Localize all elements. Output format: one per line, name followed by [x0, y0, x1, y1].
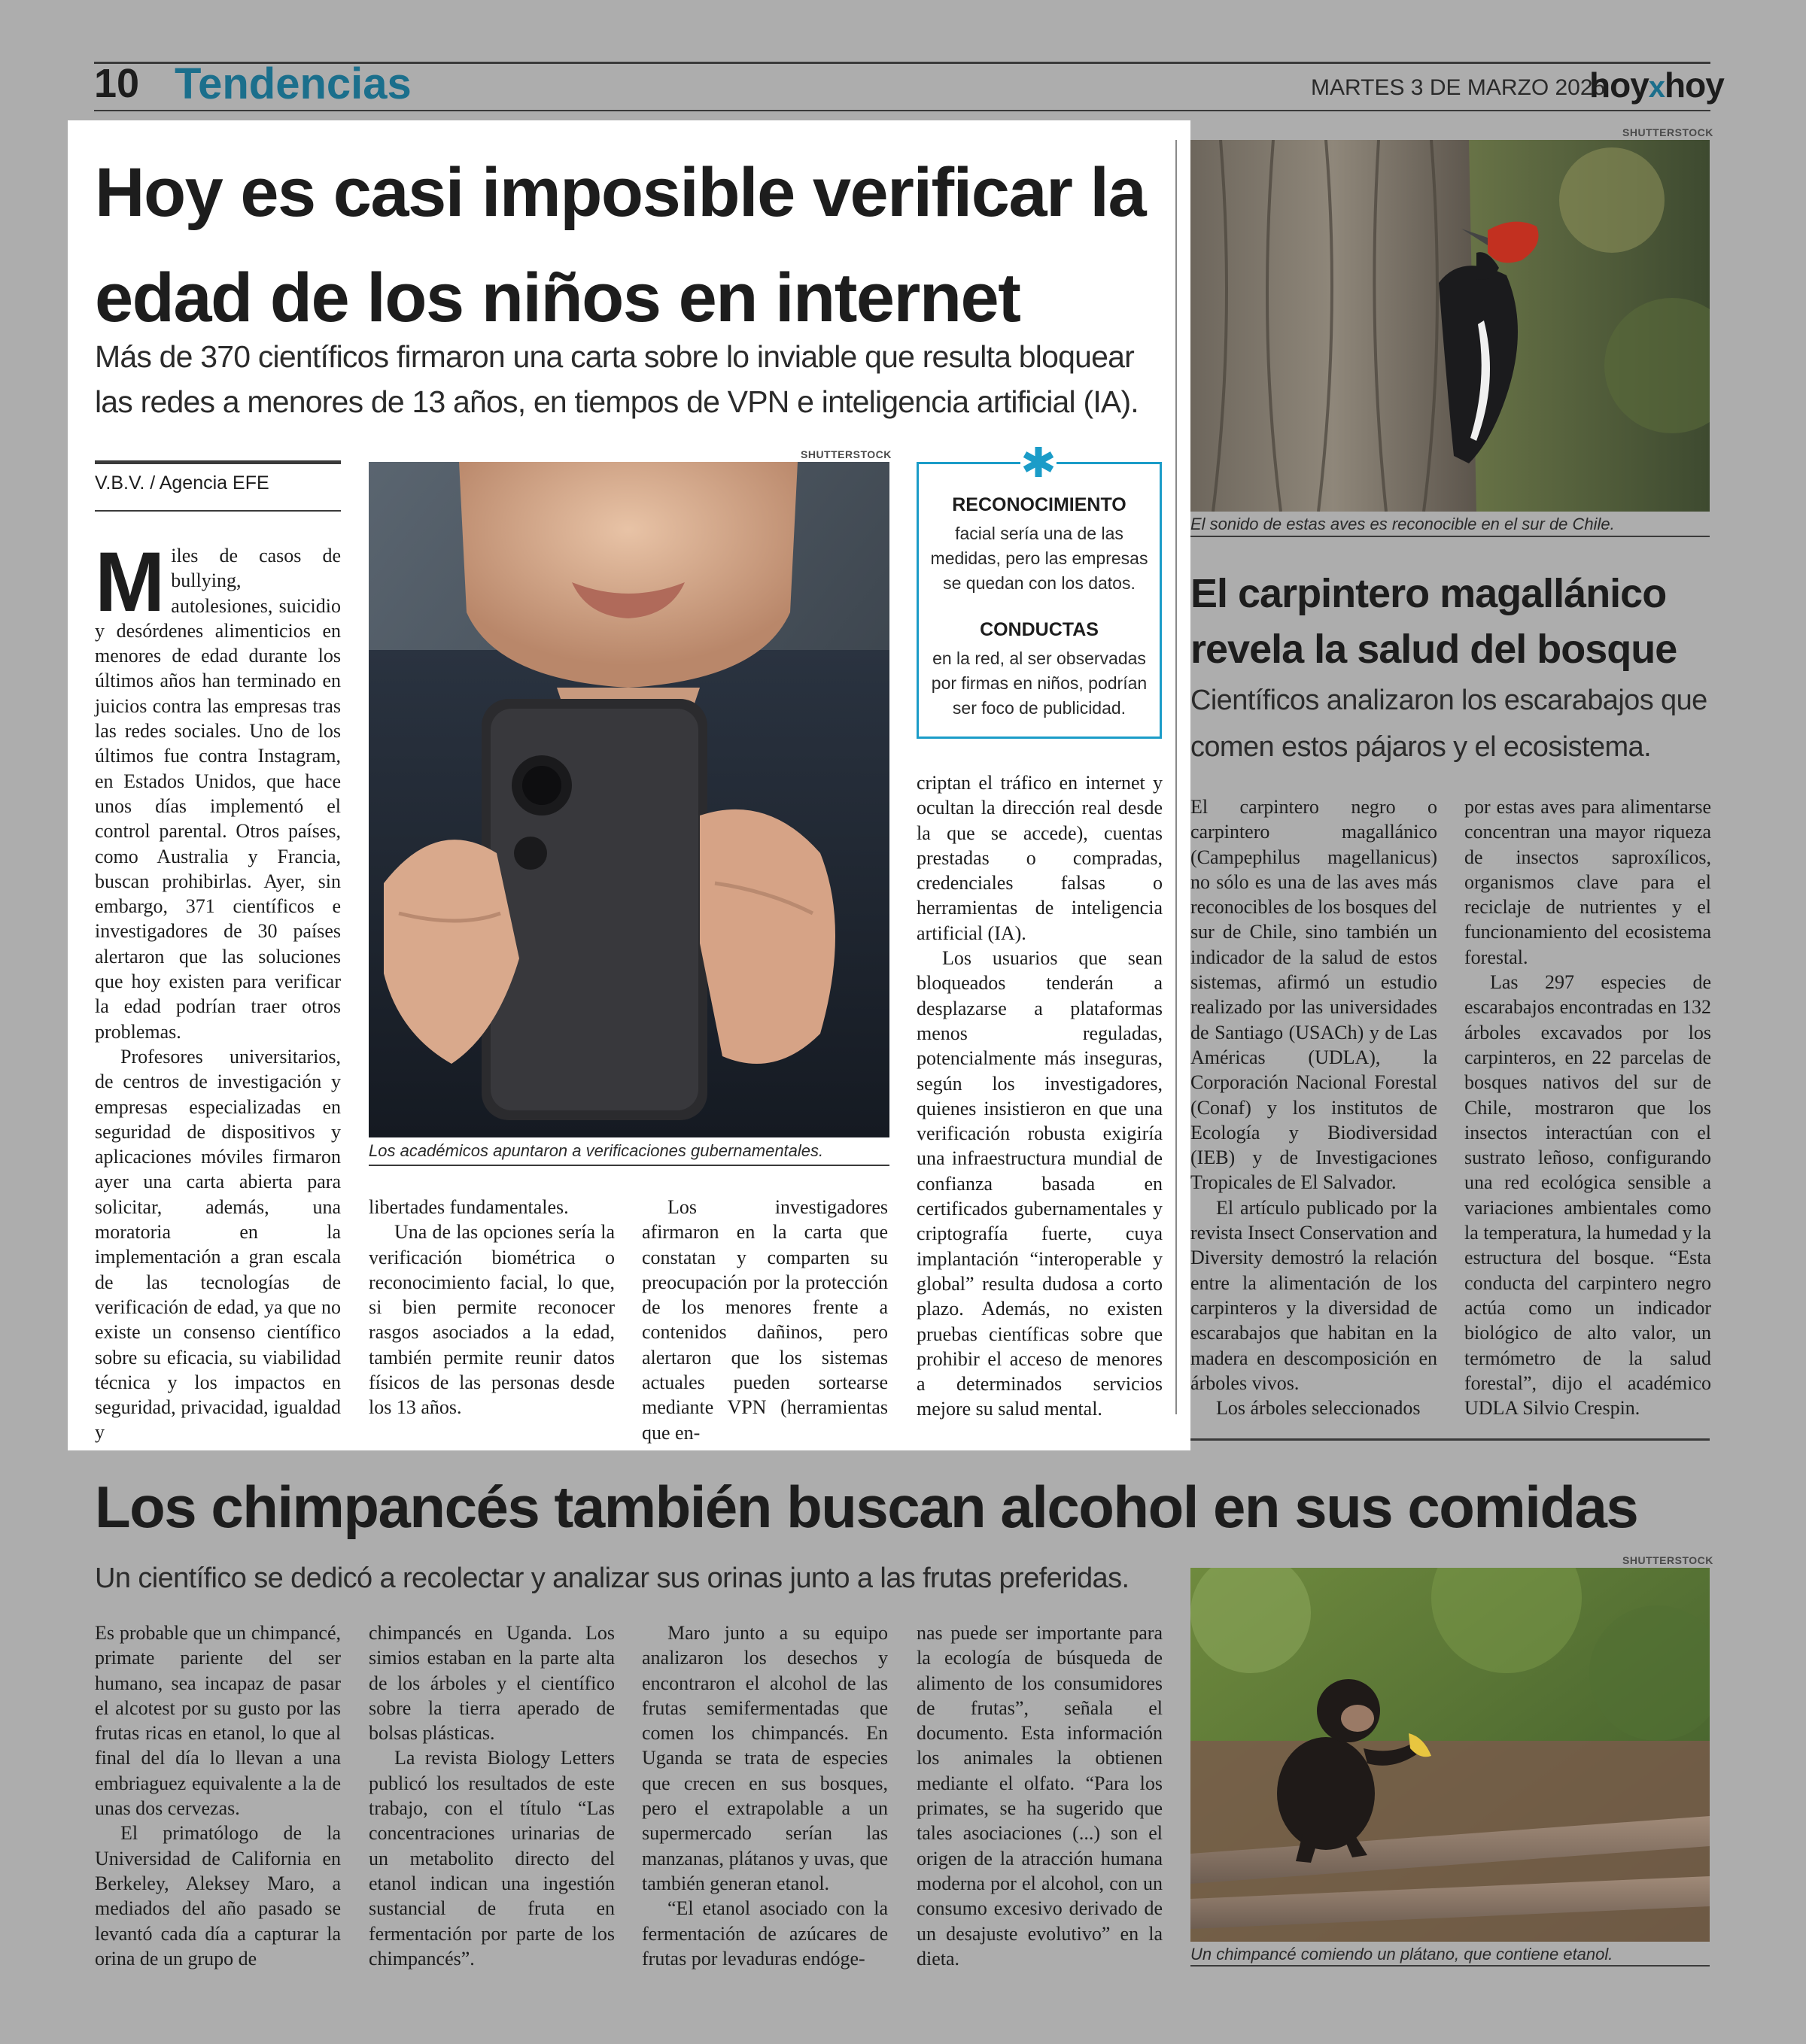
- chimp-article-col3: [642, 1620, 888, 1971]
- column-divider: [1175, 140, 1177, 1414]
- sidebar-title-2: CONDUCTAS: [980, 619, 1099, 640]
- brand-logo-part2: hoy: [1665, 65, 1724, 105]
- drop-cap: M: [95, 535, 166, 629]
- main-photo-child-with-phone: [369, 462, 889, 1137]
- main-photo-caption: Los académicos apuntaron a verificaciones gubernamentales.: [369, 1141, 824, 1160]
- page-number: 10: [94, 61, 140, 106]
- bird-col2-p1: por estas aves para alimentarse concentran una mayor riqueza de insectos saproxílicos, organismos clave para el reciclaje de nutrientes y el funcionamiento del ecosistema forestal.: [1464, 796, 1711, 968]
- byline: V.B.V. / Agencia EFE: [95, 472, 269, 494]
- header-bottom-rule: [94, 110, 1710, 111]
- byline-bottom-rule: [95, 510, 341, 512]
- chimp-photo-credit: SHUTTERSTOCK: [1622, 1554, 1713, 1566]
- sidebar-title-1: RECONOCIMIENTO: [952, 494, 1126, 515]
- main-photo-credit: SHUTTERSTOCK: [801, 448, 892, 460]
- chimp-photo: [1190, 1568, 1710, 1942]
- brand-logo-x: x: [1648, 71, 1665, 104]
- bird-headline: [1190, 566, 1710, 677]
- chimp-deck: Un científico se dedicó a recolectar y analizar sus orinas junto a las frutas preferidas.: [95, 1563, 1130, 1594]
- bird-caption-rule: [1190, 536, 1710, 537]
- sidebar-text-1: facial sería una de las medidas, pero las empresas se quedan con los datos.: [930, 524, 1148, 593]
- main-col3-p1: Los investigadores afirmaron en la carta que constatan y comparten su preocupación por la protección de los menores frente a contenidos dañinos, pero alertaron que los sistemas actuales pueden sortearse mediante VPN (herramientas que en-: [642, 1196, 888, 1444]
- main-headline-line1: Hoy es casi imposible verificar la: [95, 154, 1146, 231]
- chimp-caption-rule: [1190, 1965, 1710, 1967]
- bird-headline-line2: revela la salud del bosque: [1190, 627, 1677, 672]
- chimp-photo-caption: Un chimpancé comiendo un plátano, que contiene etanol.: [1190, 1945, 1613, 1964]
- bird-photo-caption: El sonido de estas aves es reconocible en el sur de Chile.: [1190, 515, 1615, 533]
- bird-photo-woodpecker: [1190, 140, 1710, 512]
- bird-photo-credit: SHUTTERSTOCK: [1622, 126, 1713, 138]
- chimp-col2-p1: chimpancés en Uganda. Los simios estaban en la parte alta de los árboles y el científico sobre la tierra aperado de bolsas plásticas.: [369, 1622, 615, 1745]
- bird-deck: Científicos analizaron los escarabajos que comen estos pájaros y el ecosistema.: [1190, 685, 1707, 763]
- chimp-col4-p1: nas puede ser importante para la ecología de búsqueda de alimento de los consumidores de frutas”, señala el documento. Esta información los animales la obtienen mediante el olfato. “Para los primates, se ha sugerido que tales asociaciones (...) son el origen de la atracción humana moderna por el alcohol, con un consumo excesivo derivado de un desajuste evolutivo” en la dieta.: [917, 1622, 1163, 1970]
- chimp-col1-p2: El primatólogo de la Universidad de California en Berkeley, Aleksey Maro, a mediados del año pasado se levantó cada día a capturar la orina de un grupo de: [95, 1822, 341, 1970]
- chimp-col2-p2: La revista Biology Letters publicó los resultados de este trabajo, con el título “Las concentraciones urinarias de un metabolito directo del etanol indican una ingestión sustancial de fruta en fermentación por parte de los chimpancés”.: [369, 1747, 615, 1970]
- bird-col2-p2: Las 297 especies de escarabajos encontradas en 132 árboles excavados por los carpinteros, en 22 parcelas de bosques nativos del sur de Chile, mostraron que los insectos interactúan con el sustrato leñoso, configurando una red ecológica sensible a variaciones ambientales como la temperatura, la humedad y la estructura del bosque. “Esta conducta del carpintero negro actúa como un indicador biológico de alto valor, un termómetro de la salud forestal”, dijo el académico UDLA Silvio Crespin.: [1464, 971, 1711, 1420]
- issue-date: MARTES 3 DE MARZO 2026: [1311, 75, 1606, 100]
- main-caption-rule: [369, 1165, 889, 1166]
- byline-top-rule: [95, 460, 341, 464]
- section-title: Tendencias: [175, 59, 412, 108]
- bird-col1-p1: El carpintero negro o carpintero magallánico (Campephilus magellanicus) no sólo es una de las aves más reconocibles de los bosques del sur de Chile, sino también un indicador de la salud de estos sistemas, afirmó un estudio realizado por las universidades de Santiago (USACh) y de Las Américas (UDLA), la Corporación Nacional Forestal (Conaf) y los institutos de Ecología y Biodiversidad (IEB) y de Investigaciones Tropicales de El Salvador.: [1190, 796, 1437, 1194]
- chimp-col3-p2: “El etanol asociado con la fermentación de azúcares de frutas por levaduras endóge-: [642, 1897, 888, 1970]
- sidebar-fact-box: [917, 462, 1162, 739]
- main-col1-p2: Profesores universitarios, de centros de investigación y empresas especializadas en seguridad de dispositivos y aplicaciones móviles firmaron ayer una carta abierta para solicitar, además, una moratoria en la implementación a gran escala de las tecnologías de verificación de edad, ya que no existe un consenso científico sobre su eficacia, su viabilidad técnica y los impactos en seguridad, privacidad, igualdad y: [95, 1045, 341, 1444]
- main-col4-p1: criptan el tráfico en internet y ocultan la dirección real desde la que se accede), cuentas prestadas o compradas, credenciales falsas o herramientas de inteligencia artificial (IA).: [917, 772, 1163, 944]
- bird-headline-line1: El carpintero magallánico: [1190, 571, 1667, 616]
- bird-article-col2: [1464, 794, 1711, 1420]
- main-col2-p2: Una de las opciones sería la verificación biométrica o reconocimiento facial, lo que, si bien permite reconocer rasgos asociados a la edad, también permite reunir datos físicos de las personas desde los 13 años.: [369, 1221, 615, 1419]
- chimp-section-rule: [1190, 1438, 1710, 1441]
- main-headline-line2: edad de los niños en internet: [95, 260, 1020, 336]
- main-col1-p1: iles de casos de bullying, autolesiones, suicidio y desórdenes alimenticios en menores de edad durante los últimos años han terminado en juicios contra las empresas tras las redes sociales. Uno de los últimos fue contra Instagram, en Estados Unidos, que hace unos días implementó el control parental. Otros países, como Australia y Francia, buscan prohibirlas. Ayer, sin embargo, 371 científicos e investigadores de 30 países alertaron que las soluciones que hoy existen para verificar la edad podrían traer otros problemas.: [95, 545, 341, 1043]
- main-col2-p1: libertades fundamentales.: [369, 1196, 569, 1218]
- chimp-col3-p1: Maro junto a su equipo analizaron los desechos y encontraron el alcohol de las frutas semifermentadas que comen los chimpancés. En Uganda se trata de especies que crecen en sus bosques, pero el extrapolable a un supermercado serían las manzanas, plátanos y uvas, que también generan etanol.: [642, 1622, 888, 1894]
- main-article-col4: [917, 770, 1163, 1422]
- chimp-headline: Los chimpancés también buscan alcohol en sus comidas: [95, 1474, 1638, 1540]
- chimp-article-col4: [917, 1620, 1163, 1971]
- chimp-article-col2: [369, 1620, 615, 1971]
- bird-col1-p3: Los árboles seleccionados: [1216, 1397, 1421, 1420]
- chimp-article-col1: [95, 1620, 341, 1971]
- main-headline: [95, 140, 1178, 351]
- chimp-col1-p1: Es probable que un chimpancé, primate pariente del ser humano, sea incapaz de pasar el alcotest por su gusto por las frutas ricas en etanol, lo que al final del día lo llevan a una embriaguez equivalente a la de unas dos cervezas.: [95, 1622, 341, 1820]
- main-article-col2: [369, 1195, 615, 1420]
- main-article-col3: [642, 1195, 888, 1445]
- asterisk-icon: [1020, 444, 1057, 480]
- main-article-col1: [95, 535, 341, 1445]
- bird-article-col1: [1190, 794, 1437, 1420]
- main-deck: Más de 370 científicos firmaron una carta sobre lo inviable que resulta bloquear las redes a menores de 13 años, en tiempos de VPN e inteligencia artificial (IA).: [95, 339, 1139, 419]
- bird-col1-p2: El artículo publicado por la revista Insect Conservation and Diversity demostró la relación entre la alimentación de los carpinteros y la diversidad de escarabajos que habitan en la madera en descomposición en árboles vivos.: [1190, 1196, 1437, 1394]
- brand-logo: [1589, 65, 1724, 105]
- main-col4-p2: Los usuarios que sean bloqueados tenderán a desplazarse a plataformas menos reguladas, potencialmente más inseguras, según los investigadores, quienes insistieron en que una verificación robusta exigiría una infraestructura mundial de confianza basada en certificados gubernamentales y criptografía fuerte, cuya implantación “interoperable y global” resulta dudosa a corto plazo. Además, no existen pruebas científicas sobre que prohibir el acceso de menores a determinados servicios mejore su salud mental.: [917, 947, 1163, 1420]
- sidebar-text-2: en la red, al ser observadas por firmas en niños, podrían ser foco de publicidad.: [931, 648, 1148, 718]
- brand-logo-part1: hoy: [1589, 65, 1649, 105]
